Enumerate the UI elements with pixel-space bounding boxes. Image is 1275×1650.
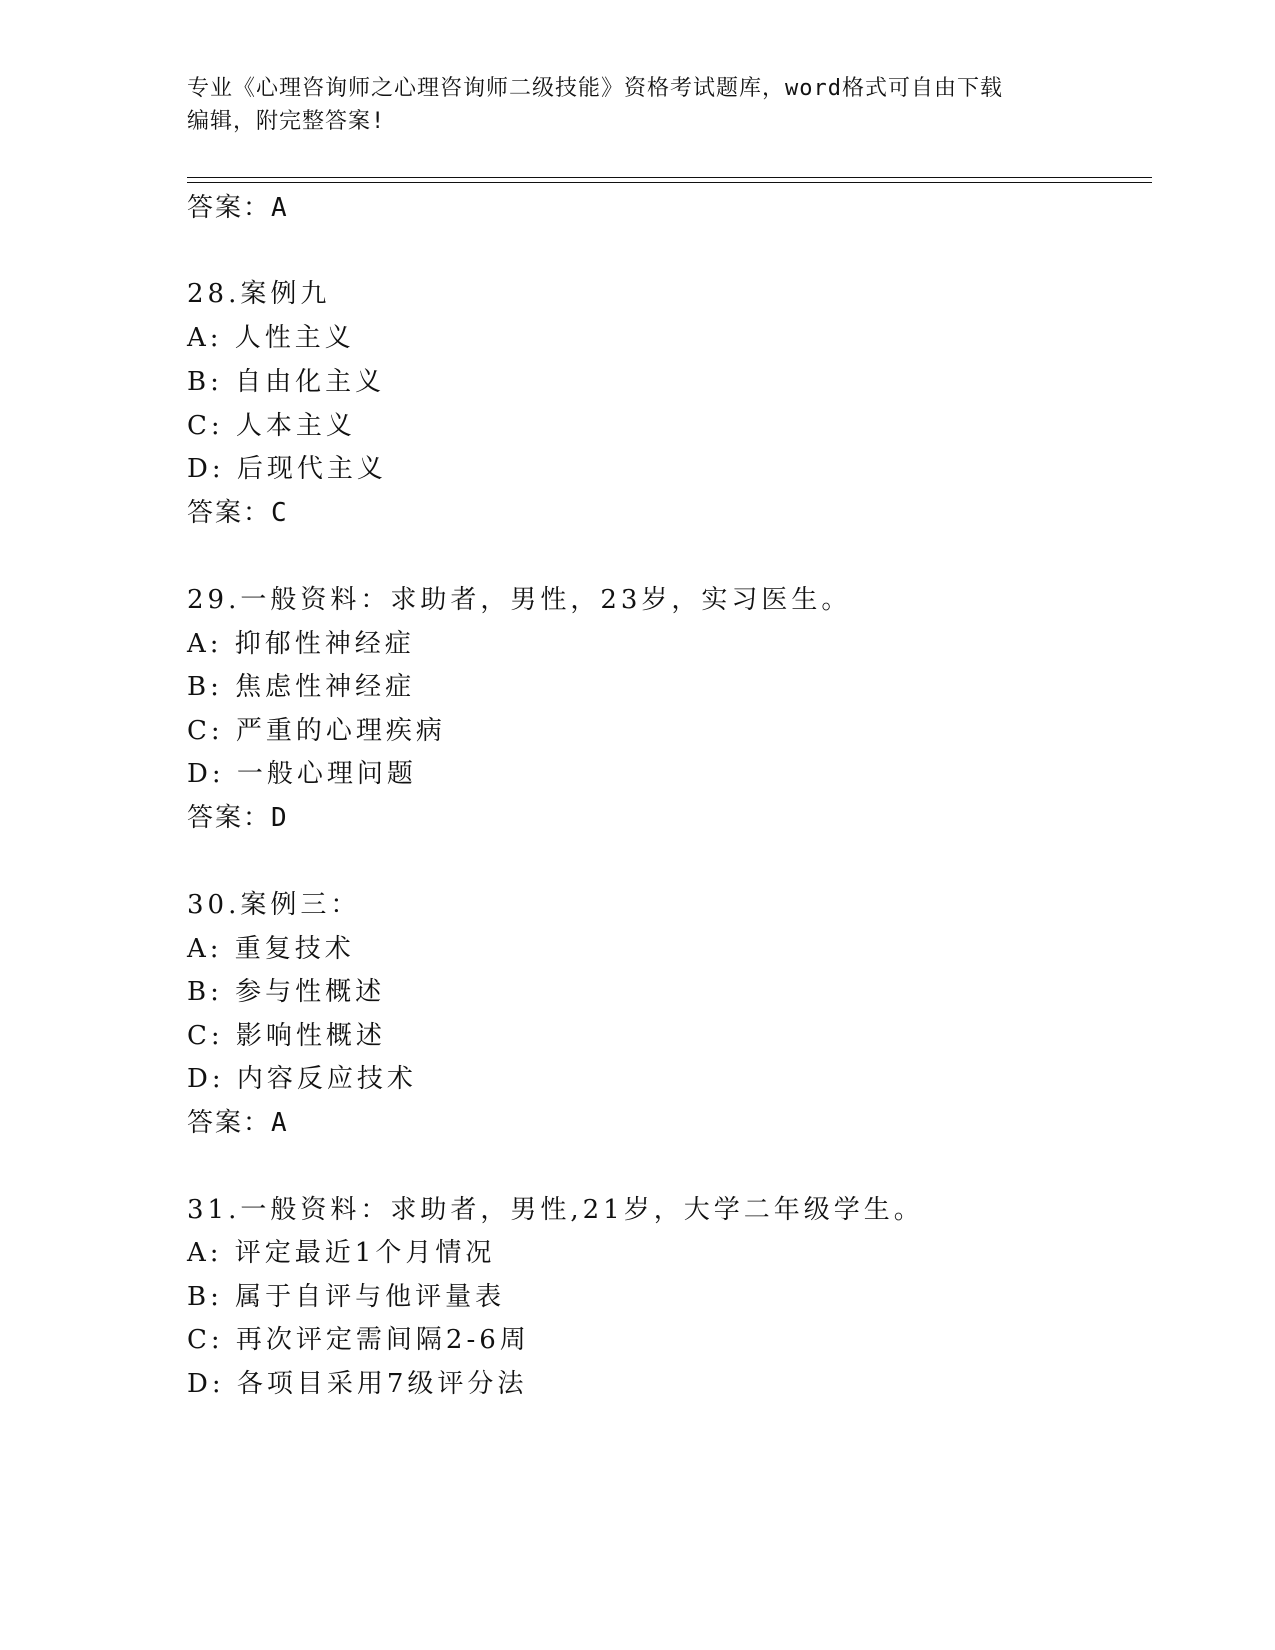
option-b: B: 属于自评与他评量表 [187, 1282, 506, 1312]
header-line-1: 专业《心理咨询师之心理咨询师二级技能》资格考试题库，word格式可自由下载 [187, 76, 1003, 101]
option-a: A: 人性主义 [187, 323, 355, 353]
option-b: B: 参与性概述 [187, 977, 386, 1007]
option-d: D: 后现代主义 [187, 454, 387, 484]
answer-line [187, 188, 289, 228]
answer-label: 答案： [187, 193, 272, 223]
question-stem: 29.一般资料：求助者，男性，23岁，实习医生。 [187, 585, 852, 615]
answer-value: D [271, 803, 289, 833]
header-divider-bottom [187, 182, 1152, 183]
answer-label: 答案： [187, 1108, 272, 1138]
header-line-2: 编辑，附完整答案! [187, 109, 386, 134]
answer-line [187, 1103, 289, 1143]
answer-value: C [271, 498, 289, 528]
answer-label: 答案： [187, 803, 272, 833]
header-divider-top [187, 177, 1152, 178]
answer-label: 答案： [187, 498, 272, 528]
option-c: C: 再次评定需间隔2-6周 [187, 1325, 530, 1355]
option-c: C: 严重的心理疾病 [187, 716, 446, 746]
answer-line [187, 798, 289, 838]
option-d: D: 各项目采用7级评分法 [187, 1369, 528, 1399]
option-a: A: 重复技术 [187, 934, 355, 964]
option-a: A: 抑郁性神经症 [187, 629, 415, 659]
option-b: B: 焦虑性神经症 [187, 672, 416, 702]
question-stem: 28.案例九 [187, 279, 331, 309]
question-stem: 30.案例三： [187, 890, 361, 920]
answer-value: A [271, 1108, 289, 1138]
option-c: C: 影响性概述 [187, 1021, 386, 1051]
option-c: C: 人本主义 [187, 411, 356, 441]
option-a: A: 评定最近1个月情况 [187, 1238, 496, 1268]
option-d: D: 一般心理问题 [187, 759, 417, 789]
option-d: D: 内容反应技术 [187, 1064, 417, 1094]
answer-line [187, 493, 289, 533]
option-b: B: 自由化主义 [187, 367, 386, 397]
answer-value: A [271, 193, 289, 223]
document-header [187, 72, 1067, 138]
question-stem: 31.一般资料：求助者，男性,21岁，大学二年级学生。 [187, 1195, 924, 1225]
